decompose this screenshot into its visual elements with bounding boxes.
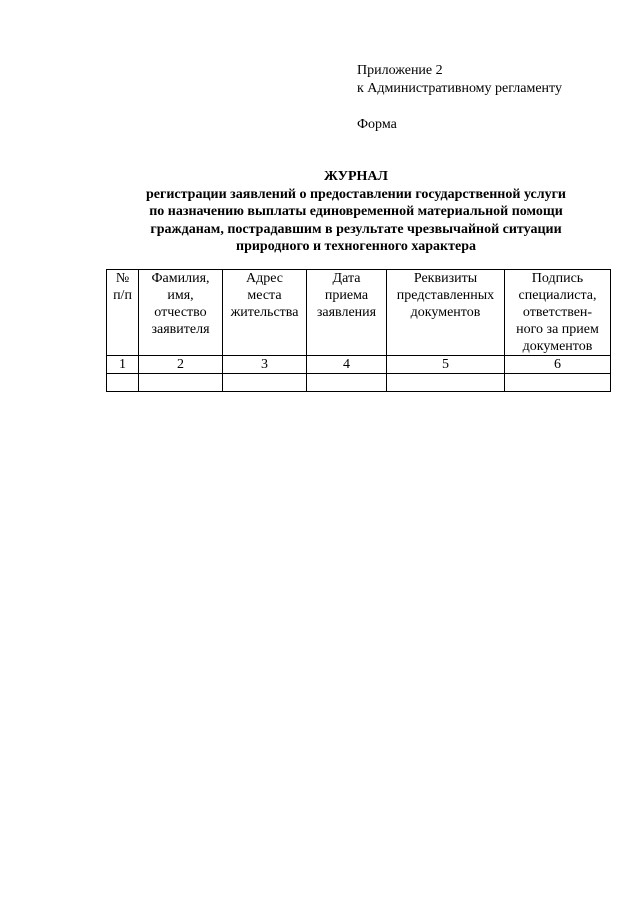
column-number-cell: 5	[387, 356, 505, 374]
journal-table	[106, 269, 611, 392]
header-cell-date: Дата приема заявления	[307, 270, 387, 356]
header-cell-number: № п/п	[107, 270, 139, 356]
table-row	[107, 374, 611, 392]
table-cell	[505, 374, 611, 392]
table-cell	[223, 374, 307, 392]
header-cell-applicant-name: Фамилия, имя, отчество заявителя	[139, 270, 223, 356]
column-number-cell: 6	[505, 356, 611, 374]
column-number-row	[107, 356, 611, 374]
annex-line-1: Приложение 2	[357, 63, 443, 78]
column-number-cell: 2	[139, 356, 223, 374]
header-cell-signature: Подпись специалиста, ответствен- ного за прием документов	[505, 270, 611, 356]
title-line-2: по назначению выплаты единовременной материальной помощи	[149, 204, 563, 219]
document-title	[100, 168, 612, 256]
header-cell-address: Адрес места жительства	[223, 270, 307, 356]
column-number-cell: 4	[307, 356, 387, 374]
title-line-3: гражданам, пострадавшим в результате чрезвычайной ситуации	[150, 221, 562, 237]
header-cell-documents: Реквизиты представленных документов	[387, 270, 505, 356]
annex-line-2: к Административному регламенту	[357, 81, 562, 96]
column-number-cell: 1	[107, 356, 139, 374]
table-header-row	[107, 270, 611, 356]
table-cell	[387, 374, 505, 392]
table-cell	[107, 374, 139, 392]
column-number-cell: 3	[223, 356, 307, 374]
form-label: Форма	[357, 117, 397, 132]
table-cell	[139, 374, 223, 392]
title-heading: ЖУРНАЛ	[324, 169, 388, 184]
table-cell	[307, 374, 387, 392]
title-line-1: регистрации заявлений о предоставлении государственной услуги	[145, 186, 567, 202]
annex-block	[357, 62, 562, 134]
title-line-4: природного и техногенного характера	[236, 239, 476, 254]
